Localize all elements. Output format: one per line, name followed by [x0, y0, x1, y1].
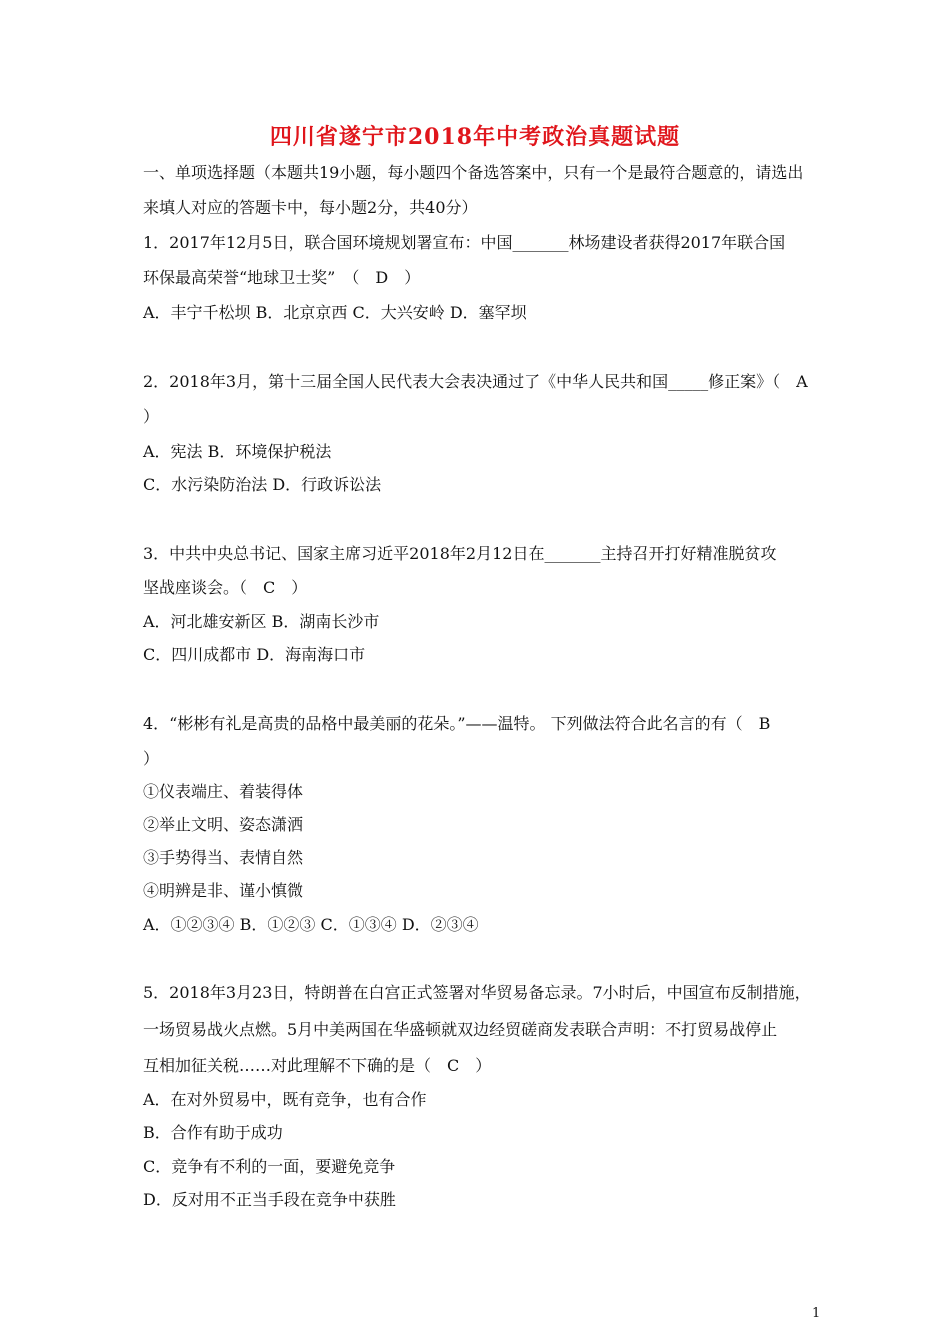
page-number: 1: [812, 1306, 821, 1321]
q2-stem-cont: ）: [143, 407, 160, 426]
q3-stem: 3．中共中央总书记、国家主席习近平2018年2月12日在_______主持召开打好精准脱贫攻: [143, 544, 777, 563]
document-title: 四川省遂宁市2018年中考政治真题试题: [269, 124, 681, 150]
q1-stem-cont: 环保最高荣誉“地球卫士奖” （ D ）: [143, 268, 421, 287]
q4-stem-cont: ）: [143, 749, 160, 768]
q4-stem: 4．“彬彬有礼是高贵的品格中最美丽的花朵。”——温特。 下列做法符合此名言的有（ B: [143, 714, 771, 733]
q5-option: B．合作有助于成功: [143, 1123, 283, 1142]
q5-stem-cont: 互相加征关税……对此理解不下确的是（ C ）: [143, 1056, 492, 1075]
q5-stem: 5．2018年3月23日，特朗普在白宫正式签署对华贸易备忘录。7小时后，中国宣布反制措施，: [143, 983, 811, 1002]
q3-stem-cont: 坚战座谈会。（ C ）: [143, 578, 308, 597]
q4-item: ②举止文明、姿态潇洒: [143, 815, 304, 834]
q5-option: D．反对用不正当手段在竞争中获胜: [143, 1190, 396, 1209]
q2-options-1: A．宪法 B．环境保护税法: [143, 442, 332, 461]
q3-options-1: A．河北雄安新区 B．湖南长沙市: [143, 612, 380, 631]
section-heading-cont: 来填人对应的答题卡中，每小题2分，共40分）: [143, 198, 478, 217]
q5-stem-cont: 一场贸易战火点燃。5月中美两国在华盛顿就双边经贸磋商发表联合声明：不打贸易战停止: [143, 1020, 778, 1039]
q3-options-2: C．四川成都市 D．海南海口市: [143, 645, 366, 664]
q2-stem: 2．2018年3月，第十三届全国人民代表大会表决通过了《中华人民共和国_____修正案》（ A: [143, 372, 808, 391]
q4-item: ①仪表端庄、着装得体: [143, 782, 304, 801]
q5-option: C．竞争有不利的一面，要避免竞争: [143, 1157, 396, 1176]
q2-options-2: C．水污染防治法 D．行政诉讼法: [143, 475, 382, 494]
q5-option: A．在对外贸易中，既有竞争，也有合作: [143, 1090, 427, 1109]
section-heading: 一、单项选择题（本题共19小题，每小题四个备选答案中，只有一个是最符合题意的，请选出: [143, 163, 804, 182]
q1-options: A．丰宁千松坝 B．北京京西 C．大兴安岭 D．塞罕坝: [143, 303, 527, 322]
q4-item: ③手势得当、表情自然: [143, 848, 304, 867]
q4-item: ④明辨是非、谨小慎微: [143, 881, 304, 900]
q1-stem: 1．2017年12月5日，联合国环境规划署宣布：中国_______林场建设者获得2017年联合国: [143, 233, 786, 252]
q4-options: A．①②③④ B．①②③ C．①③④ D．②③④: [143, 915, 479, 934]
